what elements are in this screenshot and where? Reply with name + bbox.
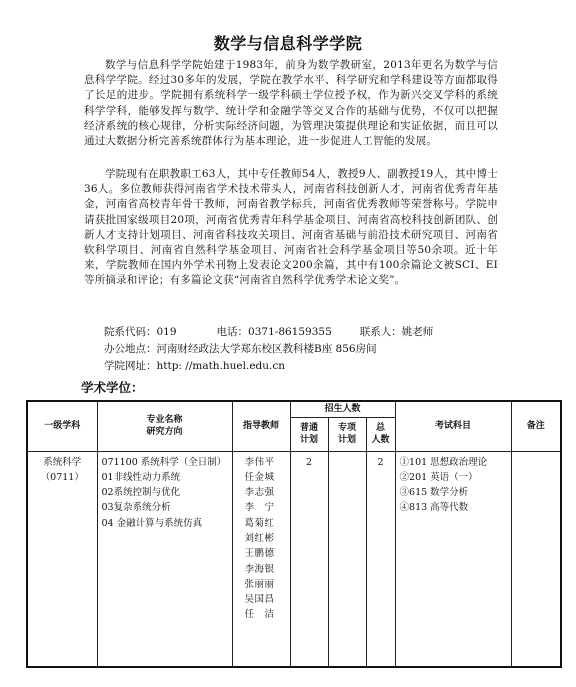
table-row [27,451,561,667]
advisor-name: 吴国昌 [244,594,275,606]
header-total-line1: 总 [376,423,386,433]
contact-line-3 [104,359,285,373]
header-notes: 备注 [511,401,561,451]
header-discipline: 一级学科 [27,401,97,451]
advisor-name: 李志强 [244,487,275,499]
phone-label: 电话： [216,326,249,338]
header-total [366,417,395,451]
advisor-name: 刘红彬 [244,532,275,544]
advisor-name: 张丽丽 [244,578,275,590]
phone-number: 0371-86159355 [248,326,332,338]
advisor-name: 葛菊红 [244,517,275,529]
contact-line-1 [104,325,433,339]
discipline-code: （0711） [40,471,84,483]
website-label: 学院网址： [104,360,157,372]
direction-item: 03复杂系统分析 [101,502,171,514]
major-name: 071100 系统科学（全日制） [101,456,227,468]
dept-code-label: 院系代码： [104,326,157,338]
cell-special-plan [328,451,366,667]
exam-item: ①101 思想政治理论 [399,456,488,468]
cell-notes [511,451,561,667]
cell-advisors [232,451,290,667]
intro-paragraph-1: 数学与信息科学学院始建于1983年，前身为数学教研室，2013年更名为数学与信息科学学院。经过30多年的发展，学院在教学水平、科学研究和学科建设等方面都取得了长足的进步。学院拥有系统科学一级学科硕士学位授予权，作为新兴交叉学科的系统科学学科，能够发挥与数学、统计学和金融学等交叉合作的基础与优势，不仅可以把握经济系统的核心规律，分析实际经济问题，为管理决策提供理论和实证依据，而且可以通过大数据分析完善系统群体行为基本理论，进一步促进人工智能的发展。 [84,59,498,148]
header-enrollment: 招生人数 [290,401,395,417]
address-label: 办公地点： [104,343,157,355]
cell-regular-plan: 2 [290,451,328,667]
header-regular-plan [290,417,328,451]
contact-person-label: 联系人： [359,326,402,338]
header-exam-subjects: 考试科目 [395,401,511,451]
header-total-line2: 人数 [371,435,390,445]
exam-item: ②201 英语（一） [399,471,478,483]
discipline-name: 系统科学 [43,456,82,468]
cell-major [97,451,232,667]
direction-item: 04 金融计算与系统仿真 [101,517,203,529]
advisor-name: 任金城 [244,471,275,483]
header-special-plan [328,417,366,451]
intro-paragraph-2: 学院现有在职教职工63人，其中专任教师54人，教授9人、副教授19人，其中博士36人。多位教师获得河南省学术技术带头人，河南省科技创新人才，河南省优秀青年基金，河南省高校青年骨干教师，河南省教学标兵，河南省优秀教师等荣誉称号。学院申请获批国家级项目20项，河南省优秀青年科学基金项目、河南省高校科技创新团队、创新人才支持计划项目、河南省科技攻关项目、河南省基础与前沿技术研究项目、河南省软科学项目、河南省自然科学基金项目、河南省社会科学基金项目等50余项。近十年来，学院教师在国内外学术刊物上发表论文200余篇，其中有100余篇论文被SCI、EI等所摘录和评论；有多篇论文获“河南省自然科学优秀学术论文奖”。 [84,168,498,287]
direction-item: 01非线性动力系统 [101,471,181,483]
header-advisors: 指导教师 [232,401,290,451]
header-regular-line1: 普通 [299,423,318,433]
header-major-line1: 专业名称 [146,415,183,426]
section-title: 学术学位： [81,380,144,395]
advisor-name: 王鹏德 [244,548,275,560]
admission-table [26,400,562,668]
header-regular-line2: 计划 [299,435,318,445]
contact-person: 姚老师 [401,326,434,338]
page-title: 数学与信息科学学院 [213,34,363,53]
advisor-name: 李 宁 [244,502,275,514]
dept-code: 019 [156,326,177,338]
office-address: 河南财经政法大学郑东校区教科楼B座 856房间 [156,343,377,355]
header-major [97,401,232,451]
advisor-name: 李伟平 [244,456,275,468]
cell-total: 2 [366,451,395,667]
exam-item: ③615 数学分析 [399,487,469,499]
header-special-line2: 计划 [337,435,356,445]
advisor-name: 李海银 [244,563,275,575]
header-special-line1: 专项 [337,423,356,433]
cell-exam-subjects [395,451,511,667]
exam-item: ④813 高等代数 [399,502,469,514]
header-major-line2: 研究方向 [146,427,183,438]
cell-discipline [27,451,97,667]
direction-item: 02系统控制与优化 [101,487,181,499]
contact-line-2 [104,342,377,356]
advisor-name: 任 洁 [244,609,275,621]
website-link[interactable]: http: //math.huel.edu.cn [156,360,286,372]
